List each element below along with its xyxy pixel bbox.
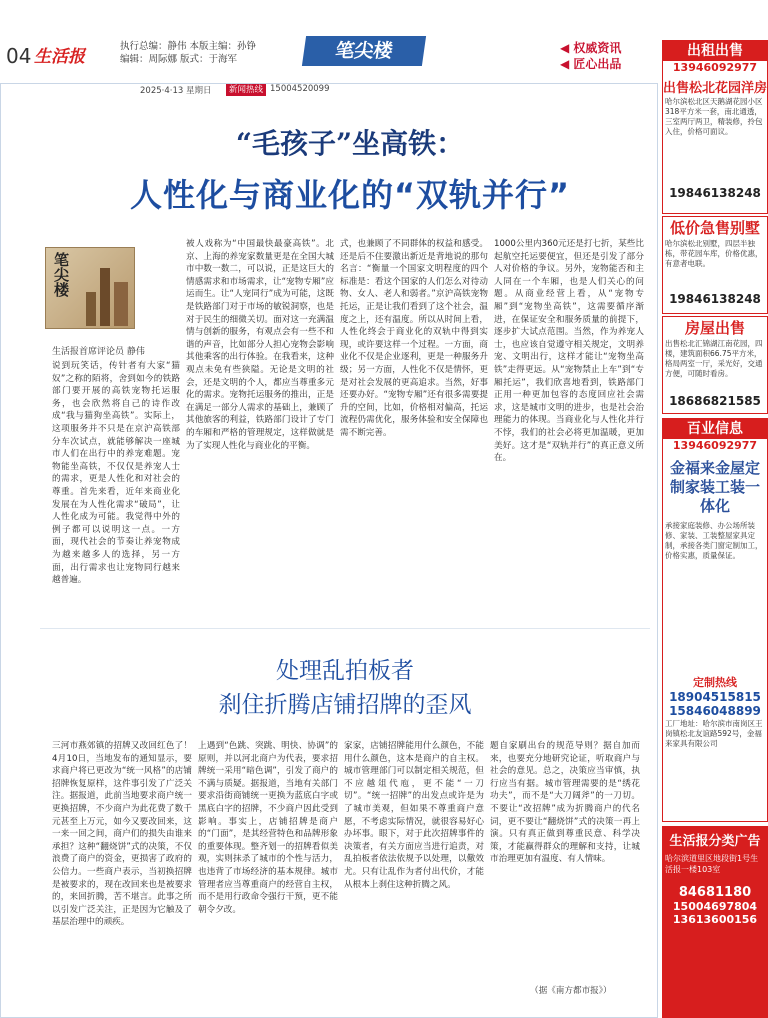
ad-office-phone-1: 84681180 — [678, 885, 752, 900]
ad-business-phone-1: 18904515815 — [669, 690, 761, 704]
ad-business-phone-2: 15846048899 — [669, 704, 761, 718]
article1-column-1: 说到玩笑话，传针者有大家“猫奴”之称的陌将，舍到如今的铁路部门要开展的高铁宠物托运服务，也会欣然将自己的诗作改成“我与猫狗坐高铁”。实际上，这项服务并不只是在京沪高铁部分车次试点，就能够解决一座城市人们在出行中的养宠难题。宠物能坐高铁，不仅仅是养宠人士的需求，更是人性化和对社会的尊重。首先来看，近年来商业化发展在为人性化需求“破局”，让人性化成为可能。我觉得中外的例子都可以说明这一点。一方面，现代社会的节奏让养宠物成为越来越多人的选择，另一方面，出行需求也让宠物同行越来越普遍。 — [52, 361, 180, 586]
article1-byline: 生活报首席评论员 静伟 — [52, 347, 145, 357]
page-header — [0, 0, 768, 82]
ad-business-header: 百业信息 — [663, 419, 767, 439]
column-logo-text: 笔尖楼 — [52, 252, 70, 297]
ad-villa-title: 低价急售别墅 — [669, 219, 760, 237]
section-divider — [40, 628, 650, 629]
article2-column-3: 家家，店铺招牌能用什么颜色，不能用什么颜色，这本是商户的自主权。城市管理部门可以制定相关规范，但不应越俎代庖，更不能“一刀切”。“统一招牌”的出发点或许是为了城市美观，但如果不尊重商户意愿，不考虑实际情况，就很容易好心办坏事。眼下，对于此次招牌事件的决策者，有关方面应当进行追责，对乱拍板者依法依规予以处理，以儆效尤。只有让乱作为者付出代价，才能从根本上刹住这种折腾之风。 — [344, 741, 484, 890]
slogan-line-2 — [560, 56, 621, 72]
slogan-text-2: 匠心出品 — [573, 57, 622, 71]
ad-rental-phone: 19846138248 — [669, 186, 761, 200]
ad-classified-office — [662, 826, 768, 1018]
ad-business-body: 承接家庭装修、办公场所装修、家装、工装整屋家具定制，承接各类门窗定制加工，价格实惠，质量保证。 — [665, 521, 763, 560]
article1-column-4: 1000公里内360元还是打七折，某些比起航空托运要便宜，但还是引发了部分人对价格的争议。另外，宠物能否和主人同在一个车厢，也是人们关心的问题。从商业经营上看，从“宠物专厢”到“宠物坐高铁”，这需要循序渐进，在保证安全和服务质量的前提下，逐步扩大试点范围。当然，作为养宠人士，也应该自觉遵守相关规定，文明养宠、文明出行，这样才能让“宠物坐高铁”走得更远。从“宠物禁止上车”到“专厢托运”，我们欣喜地看到，铁路部门正用一种更加包容的态度回应社会需求，这是城市文明的进步，也是社会治理能力的体现。当商业化与人性化并行不悖，我们的社会必将更加温暖，更加美好。这才是“双轨并行”的真正意义所在。 — [494, 239, 644, 464]
ad-office-title: 生活报分类广告 — [669, 834, 761, 849]
article2-column-4: 题自家刷出台的规范导则？据自加而来，也要充分地研究论证，听取商户与社会的意见。总之，决策应当审慎，执行应当有据。城市管理需要的是“绣花功夫”，而不是“大刀阔斧”的一刀切。不要让“改招牌”成为折腾商户的代名词，更不要让“翻烧饼”式的决策一再上演。只有真正做到尊重民意、科学决策，才能赢得群众的理解和支持，让城市治理更加有温度、有人情味。 — [490, 741, 640, 865]
article1-title-line1: “毛孩子”坐高铁： — [235, 127, 465, 160]
hotline-number: 15004520099 — [270, 84, 330, 94]
ad-villa-phone: 19846138248 — [669, 292, 761, 306]
ad-villa-body: 哈尔滨松北别墅，四层半独栋，带花园车库，价格优惠，有意者电联。 — [665, 239, 763, 268]
building-icon — [114, 282, 128, 326]
article1-column-3: 式，也兼顾了不同群体的权益和感受。还是后不住要激出新近是背地说的那句名言：“衡量一个国家文明程度的四个标准是：看这个国家的人们怎么对待动物、女人、老人和弱者。”京沪高铁宠物托运，正是让我们看到了这个社会，温度之上，还有温度。所以从时间上看，人性化终会于商业化的双轨中得到实现，或许要这样一个过程。一方面，商业化不仅是企业逐利，更是一种服务升级；另一方面，人性化不仅是情怀，更是对社会发展的更高追求。当然，好事还要办好。“宠物专厢”还有很多需要提升的空间，比如，价格相对偏高，托运流程仍需优化，服务体验和安全保障也需不断完善。 — [340, 239, 488, 438]
slogan-text-1: 权威资讯 — [573, 41, 622, 55]
ad-business-phone-top: 13946092977 — [663, 439, 767, 453]
ad-rental-title: 出售松北花园洋房 — [663, 81, 768, 96]
issue-date: 2025·4·13 星期日 — [140, 86, 212, 96]
article2-column-2: 上遇到“色跳、突跳、明快、协调”的原则，并以河北商户为代表，要求招牌统一采用“暗色调”，引发了商户的不满与质疑。据报道，当地有关部门要求沿街商铺统一更换为蓝底白字或黑底白字的招牌，不少商户因此受到影响。事实上，店铺招牌是商户的“门面”，是其经营特色和品牌形象的重要体现。整齐划一的招牌看似美观，实则抹杀了城市的个性与活力，也违背了市场经济的基本规律。城市管理者应当尊重商户的经营自主权，而不是用行政命令强行干预，更不能朝令夕改。 — [198, 741, 338, 915]
staff-line-2: 编辑：周际娜 版式：于海军 — [120, 54, 238, 65]
article2-title-line2: 刹住折腾店铺招牌的歪风 — [218, 692, 472, 718]
article1-column-2: 被人戏称为“中国最快最豪高铁”。北京、上海的养宠家数量更是在全国大城市中数一数二，可以说，正是这巨大的情感需求和市场需求，让“宠物专厢”应运而生。让“人宠同行”成为可能，这既是铁路部门对于市场的敏锐洞察，也是对于民生的细微关切。面对这一充满温情与创新的服务，有观点会有一些不和谐的声音，比如部分人担心宠物会影响其他乘客的出行体验。在我看来，这种观点未免有些狭隘。无论是文明的社会，还是文明的个人，都应当尊重多元化的需求。宠物托运服务的推出，正是在满足一部分人需求的基础上，兼顾了其他旅客的利益，铁路部门设计了专门的车厢和严格的管理规定，这样做就是为了实现人性化与商业化的平衡。 — [186, 239, 334, 451]
column-name: 笔尖楼 — [302, 36, 426, 66]
classifieds-sidebar — [662, 40, 768, 1018]
slogan — [560, 40, 621, 72]
ad-rental-body: 哈尔滨松北区天鹅湖花园小区318平方米一套，南北通透，三室两厅两卫，精装修，拎包入住，价格可面议。 — [665, 97, 763, 136]
ad-villa — [662, 216, 768, 314]
ad-business-hotline-label: 定制热线 — [693, 676, 737, 689]
column-logo-image — [45, 247, 135, 329]
ad-business-title: 金福来金屋定制家装工装一体化 — [669, 459, 760, 515]
ad-rental-sale — [662, 40, 768, 214]
ad-office-phone-3: 13613600156 — [672, 913, 758, 926]
slogan-line-1 — [560, 40, 621, 56]
arrow-icon: ◀ — [560, 57, 570, 71]
ad-office-phone-2: 15004697804 — [672, 900, 758, 913]
article1-title-line2: 人性化与商业化的“双轨并行” — [129, 176, 571, 214]
ad-business-address: 工厂地址：哈尔滨市南岗区王岗镇松北友谊路592号，金福来家具有限公司 — [665, 719, 763, 748]
ad-rental-phone-top: 13946092977 — [663, 61, 767, 75]
staff-credits — [120, 40, 256, 66]
ad-house — [662, 316, 768, 414]
hotline-label: 新闻热线 — [226, 84, 266, 96]
ad-business — [662, 418, 768, 822]
article2-column-1: 三河市燕郊镇的招牌又改回红色了！4月10日，当地发布的通知显示，要求商户将已更改为“统一风格”的店铺招牌恢复原样，这件事引发了广泛关注。据报道，此前当地要求商户统一更换招牌，不少商户为此花费了数千元甚至上万元，如今又要改回来，这一来一回之间，商户们的损失由谁来承担？这种“翻烧饼”式的决策，不仅浪费了商户的资金，更损害了政府的公信力。一些商户表示，当初换招牌是被要求的，现在改回来也是被要求的，来回折腾，苦不堪言。此事之所以引发广泛关注，正是因为它触及了基层治理中的顽疾。 — [52, 741, 192, 928]
brand-logo: 生活报 — [34, 47, 85, 67]
staff-line-1: 执行总编：静伟 本版主编：孙铮 — [120, 41, 257, 52]
article2-credit: （据《南方都市报》） — [530, 986, 612, 996]
building-icon — [86, 292, 96, 326]
ad-rental-header: 出租出售 — [663, 41, 767, 61]
building-icon — [100, 268, 110, 326]
ad-office-address: 哈尔滨道里区地段街1号生活报一楼103室 — [665, 854, 759, 874]
ad-house-phone: 18686821585 — [669, 394, 761, 408]
ad-house-title: 房屋出售 — [684, 319, 745, 337]
arrow-icon: ◀ — [560, 41, 570, 55]
article2-title-line1: 处理乱拍板者 — [276, 658, 414, 684]
page-number: 04 — [6, 44, 32, 68]
ad-house-body: 出售松北汇锦湖江南花园，四楼，建筑面积66.75平方米，格局两室一厅，采光好，交通方便，可随时看房。 — [665, 339, 763, 378]
date-bar — [140, 84, 560, 96]
